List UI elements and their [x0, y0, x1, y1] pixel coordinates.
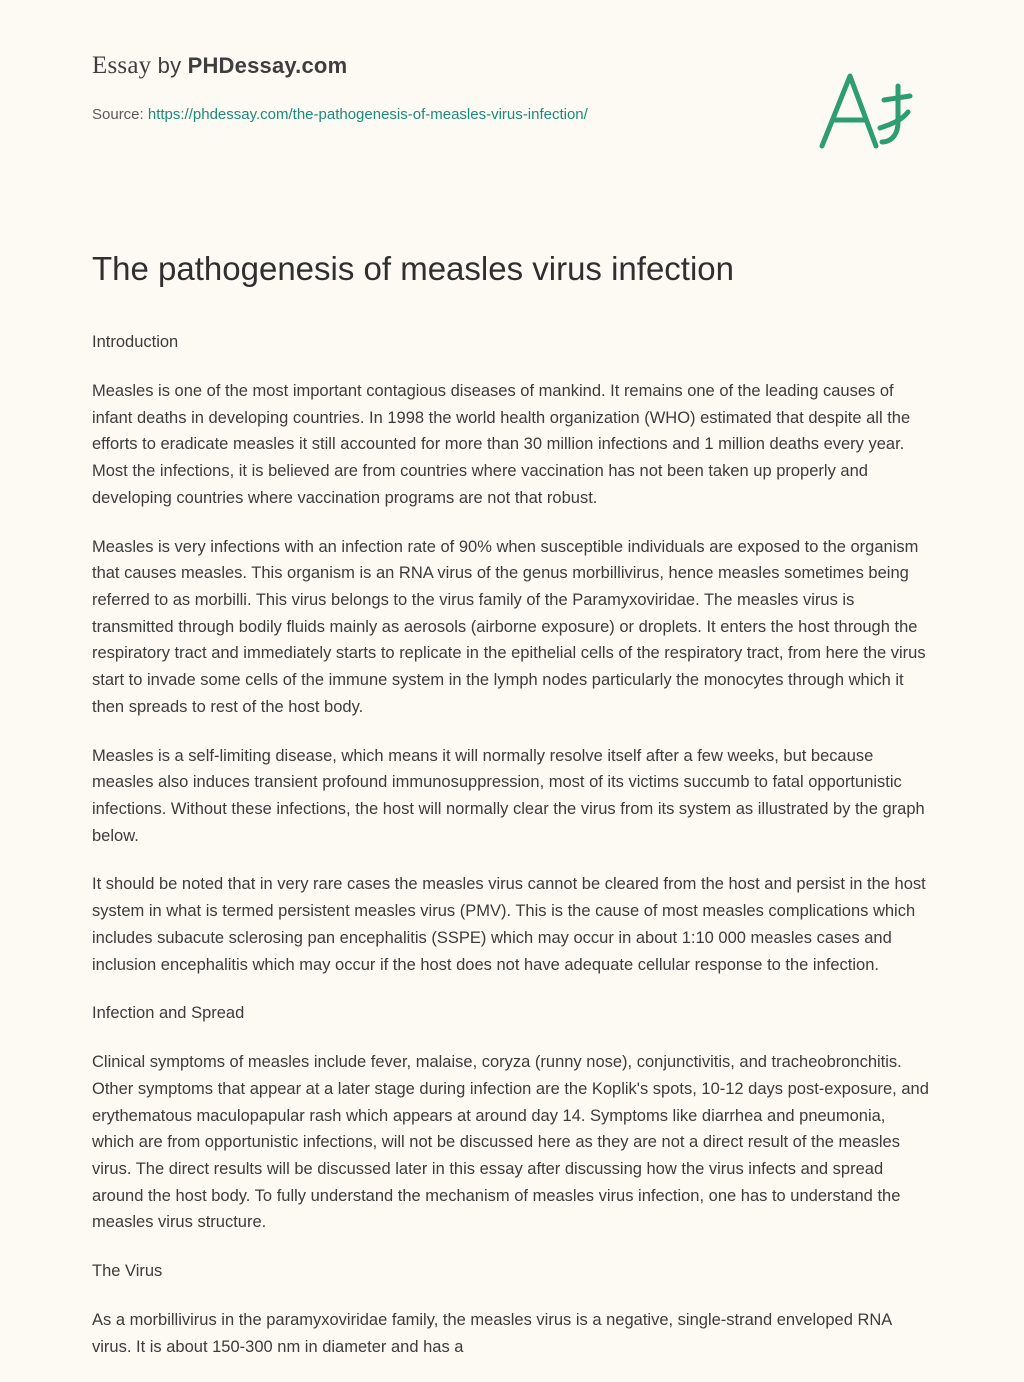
source-label: Source: [92, 106, 148, 123]
paragraph-1: Measles is one of the most important contagious diseases of mankind. It remains one of the leading causes of infant deaths in developing countries. In 1998 the world health organization (WHO) estimated that despite all the efforts to eradicate measles it still accounted for more than 30 million infections and 1 million deaths every year. Most the infections, it is believed are from countries where vaccination has not been taken up properly and developing countries where vaccination programs are not that robust. [92, 381, 911, 507]
document-header [0, 0, 1024, 190]
paragraph-2: Measles is very infections with an infection rate of 90% when susceptible individuals are exposed to the organism that causes measles. This organism is an RNA virus of the genus morbillivirus, hence measles sometimes being referred to as morbilli. This virus belongs to the virus family of the Paramyxoviridae. The measles virus is transmitted through bodily fluids mainly as aerosols (airborne exposure) or droplets. It enters the host through the respiratory tract and immediately starts to replicate in the epithelial cells of the respiratory tract, from here the virus start to invade some cells of the immune system in the lymph nodes particularly the monocytes through which it then spreads to rest of the host body. [92, 537, 926, 716]
section-heading-the-virus: The Virus [92, 1262, 163, 1281]
brand-line [92, 52, 932, 80]
a-plus-grade-icon [810, 62, 920, 162]
section-heading-introduction: Introduction [92, 333, 179, 352]
source-url-link[interactable]: https://phdessay.com/the-pathogenesis-of-measles-virus-infection/ [147, 106, 588, 123]
brand-essay-word: Essay [92, 52, 152, 79]
section-heading-infection-and-spread: Infection and Spread [92, 1004, 245, 1023]
paragraph-4: It should be noted that in very rare cases the measles virus cannot be cleared from the host and persist in the host system in what is termed persistent measles virus (PMV). This is the cause of most measles complications which includes subacute sclerosing pan encephalitis (SSPE) which may occur in about 1:10 000 measles cases and inclusion encephalitis which may occur if the host does not have adequate cellular response to the infection. [92, 875, 926, 974]
brand-site-name: PHDessay.com [187, 53, 348, 78]
brand-by-word: by [151, 53, 188, 78]
page-title: The pathogenesis of measles virus infection [92, 250, 735, 287]
source-line [92, 106, 932, 123]
document-body [92, 329, 932, 1382]
paragraph-5: Clinical symptoms of measles include fever, malaise, coryza (runny nose), conjunctivitis, and tracheobronchitis. Other symptoms that appear at a later stage during infection are the Koplik's spots, 10-12 days post-exposure, and erythematous maculopapular rash which appears at around day 14. Symptoms like diarrhea and pneumonia, which are from opportunistic infections, will not be discussed here as they are not a direct result of the measles virus. The direct results will be discussed later in this essay after discussing how the virus infects and spread around the host body. To fully understand the mechanism of measles virus infection, one has to understand the measles virus structure. [92, 1053, 929, 1232]
paragraph-3: Measles is a self-limiting disease, which means it will normally resolve itself after a few weeks, but because measles also induces transient profound immunosuppression, most of its victims succumb to fatal opportunistic infections. Without these infections, the host will normally clear the virus from its system as illustrated by the graph below. [92, 746, 925, 845]
paragraph-6: As a morbillivirus in the paramyxoviridae family, the measles virus is a negative, single-strand enveloped RNA virus. It is about 150-300 nm in diameter and has a [92, 1310, 892, 1356]
